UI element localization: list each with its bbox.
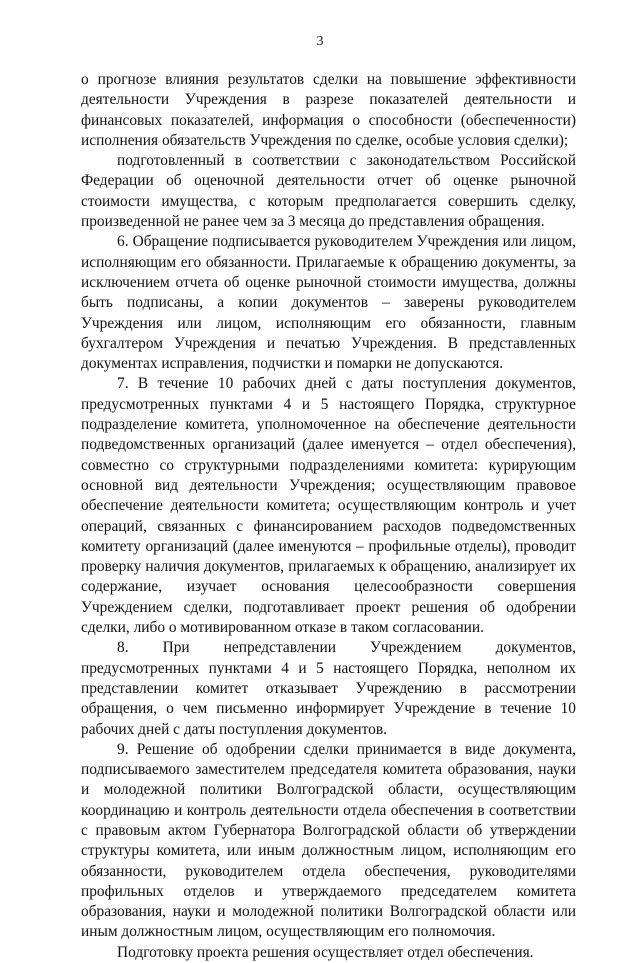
document-body <box>81 70 576 963</box>
paragraph-valuation-report: подготовленный в соответствии с законодательством Российской Федерации об оценочной деятельности отчет об оценке рыночной стоимости имущества, с которым предполагается совершить сделку, произведенной не ранее чем за 3 месяца до представления обращения. <box>81 152 576 231</box>
paragraph-item-9: 9. Решение об одобрении сделки принимается в виде документа, подписываемого заместителем председателя комитета образования, науки и молодежной политики Волгоградской области, осуществляющим координацию и контроль деятельности отдела обеспечения в соответствии с правовым актом Губернатора Волгоградской области об утверждении структуры комитета, или иным должностным лицом, исполняющим его обязанности, руководителем отдела обеспечения, руководителями профильных отделов и утверждаемого председателем комитета образования, науки и молодежной политики Волгоградской области или иным должностным лицом, осуществляющим его полномочия. <box>81 740 576 941</box>
paragraph-draft-preparation: Подготовку проекта решения осуществляет отдел обеспечения. <box>117 943 534 961</box>
paragraph-item-6: 6. Обращение подписывается руководителем Учреждения или лицом, исполняющим его обязанности. Прилагаемые к обращению документы, за исключением отчета об оценке рыночной стоимости имущества, должны быть подписаны, а копии документов – заверены руководителем Учреждения или лицом, исполняющим его обязанности, главным бухгалтером Учреждения и печатью Учреждения. В представленных документах исправления, подчистки и помарки не допускаются. <box>81 233 576 373</box>
paragraph-item-7: 7. В течение 10 рабочих дней с даты поступления документов, предусмотренных пунктами 4 и 5 настоящего Порядка, структурное подразделение комитета, уполномоченное на обеспечение деятельности подведомственных организаций (далее именуется – отдел обеспечения), совместно со структурными подразделениями комитета: курирующим основной вид деятельности Учреждения; осуществляющим правовое обеспечение деятельности комитета; осуществляющим контроль и учет операций, связанных с финансированием расходов подведомственных комитету организаций (далее именуются – профильные отделы), проводит проверку наличия документов, прилагаемых к обращению, анализирует их содержание, изучает основания целесообразности совершения Учреждением сделки, подготавливает проект решения об одобрении сделки, либо о мотивированном отказе в таком согласовании. <box>81 375 576 637</box>
paragraph-forecast-continuation: о прогнозе влияния результатов сделки на повышение эффективности деятельности Учреждения в разрезе показателей деятельности и финансовых показателей, информация о способности (обеспеченности) исполнения обязательств Учреждения по сделке, особые условия сделки); <box>81 71 576 149</box>
paragraph-item-8: 8. При непредставлении Учреждением документов, предусмотренных пунктами 4 и 5 настоящего Порядка, неполном их представлении комитет отказывает Учреждению в рассмотрении обращения, о чем письменно информирует Учреждение в течение 10 рабочих дней с даты поступления документов. <box>81 639 576 738</box>
page-number: 3 <box>316 34 324 49</box>
